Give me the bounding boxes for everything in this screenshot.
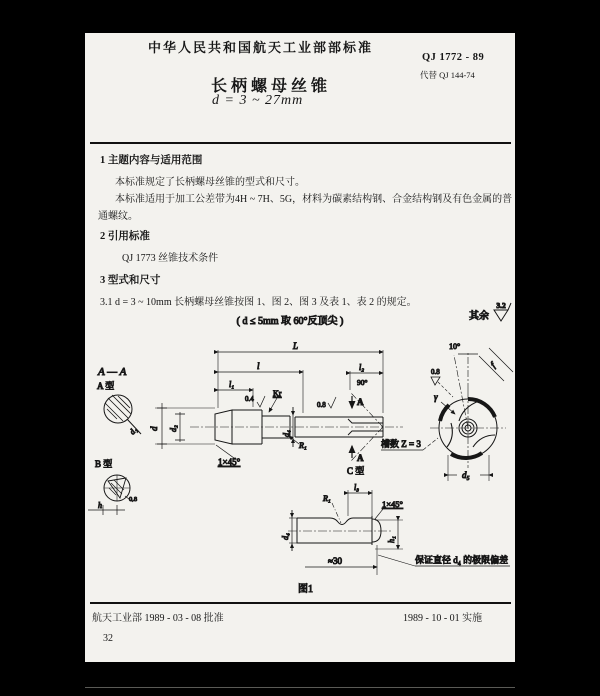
surface-rest-value: 3.2 [496, 301, 506, 310]
section-arrow-a-top: A [357, 397, 364, 407]
gamma-angle-label: γ [434, 392, 438, 402]
h1-dim-label: h₁ [387, 536, 396, 543]
chamfer-main-label: 1×45° [218, 457, 241, 467]
section-1-paragraph-1: 本标准规定了长柄螺母丝锥的型式和尺寸。 [115, 177, 305, 188]
standard-code: QJ 1772 - 89 [422, 52, 485, 63]
angle10-label: 10° [449, 342, 461, 351]
tap-shank-outline [295, 417, 383, 437]
d5-dim-label: d₅ [462, 470, 470, 480]
d-dim-label: d [149, 426, 159, 431]
f-dim-label: f [488, 360, 498, 370]
l3-dim-label: l₃ [354, 483, 360, 492]
section-3-heading: 3 型式和尺寸 [100, 275, 161, 286]
section-1-paragraph-2b: 通螺纹。 [98, 211, 138, 222]
page-number: 32 [103, 633, 113, 644]
approx30-dim-label: ≈30 [328, 556, 342, 566]
angle90-label: 90° [357, 378, 368, 387]
type-c-label: C 型 [347, 466, 365, 476]
rough-b-value: 0.8 [129, 496, 138, 503]
d4-deviation-note: 保证直径 d₄ 的极限偏差 [415, 555, 509, 565]
rough-shank-value: 0.8 [317, 401, 326, 409]
section-2-heading: 2 引用标准 [100, 231, 150, 242]
l1-dim-label: l₁ [229, 380, 235, 389]
r1-c-label: R₁ [323, 494, 331, 503]
type-c-outline [297, 516, 372, 545]
rough-thread-value: 0.4 [245, 395, 254, 403]
standard-replaces: 代替 QJ 144-74 [420, 70, 475, 80]
h-dim-label: h [98, 501, 102, 510]
surface-rest-label: 其余 [469, 311, 489, 322]
d4-dim-label: d₄ [282, 430, 291, 437]
r1-main-label: R₁ [299, 441, 307, 450]
l2-dim-label: l₂ [359, 363, 365, 372]
d1-dim-label: d₁ [127, 425, 139, 437]
d4-c-dim-label: d₄ [281, 533, 290, 540]
rough-flute-value: 0.8 [431, 368, 440, 376]
scan-artifact-line [85, 687, 515, 688]
type-b-label: B 型 [95, 459, 113, 469]
section-3-paragraph-1: 3.1 d = 3 ~ 10mm 长柄螺母丝锥按图 1、图 2、图 3 及表 1、表 2 的规定。 [100, 297, 417, 308]
standard-org-line: 中华人民共和国航天工业部部标准 [148, 40, 374, 55]
figure-caption: 图1 [298, 584, 313, 595]
referenced-standard: QJ 1773 丝锥技术条件 [122, 253, 219, 264]
flute-count-label: 槽数 Z = 3 [381, 439, 421, 449]
chamfer-c-label: 1×45° [382, 499, 403, 509]
d2-dim-label: d₂ [169, 425, 178, 432]
kr-angle-label: Kr [273, 389, 282, 398]
section-aa-label: A — A [98, 366, 127, 378]
section-1-paragraph-2a: 本标准适用于加工公差带为4H ~ 7H、5G，材料为碳素结构钢、合金结构钢及有色金属的普 [115, 194, 513, 205]
figure-1-drawing [85, 295, 515, 600]
type-a-section-icon [104, 395, 132, 423]
doc-subtitle: d = 3 ~ 27mm [212, 93, 304, 108]
doc-title: 长柄螺母丝锥 [211, 78, 332, 95]
footer-divider [90, 602, 511, 604]
paper-sheet [85, 33, 515, 662]
title-divider [90, 142, 511, 144]
section-1-heading: 1 主题内容与适用范围 [100, 155, 203, 166]
type-a-label: A 型 [97, 381, 115, 391]
approval-date: 航天工业部 1989 - 03 - 08 批准 [92, 613, 224, 624]
section-arrow-a-bottom: A [357, 453, 364, 463]
l-dim-label: l [257, 361, 260, 371]
L-dim-label: L [293, 341, 299, 351]
figure-note: ( d ≤ 5mm 取 60°反顶尖 ) [236, 316, 344, 327]
implementation-date: 1989 - 10 - 01 实施 [403, 613, 483, 624]
